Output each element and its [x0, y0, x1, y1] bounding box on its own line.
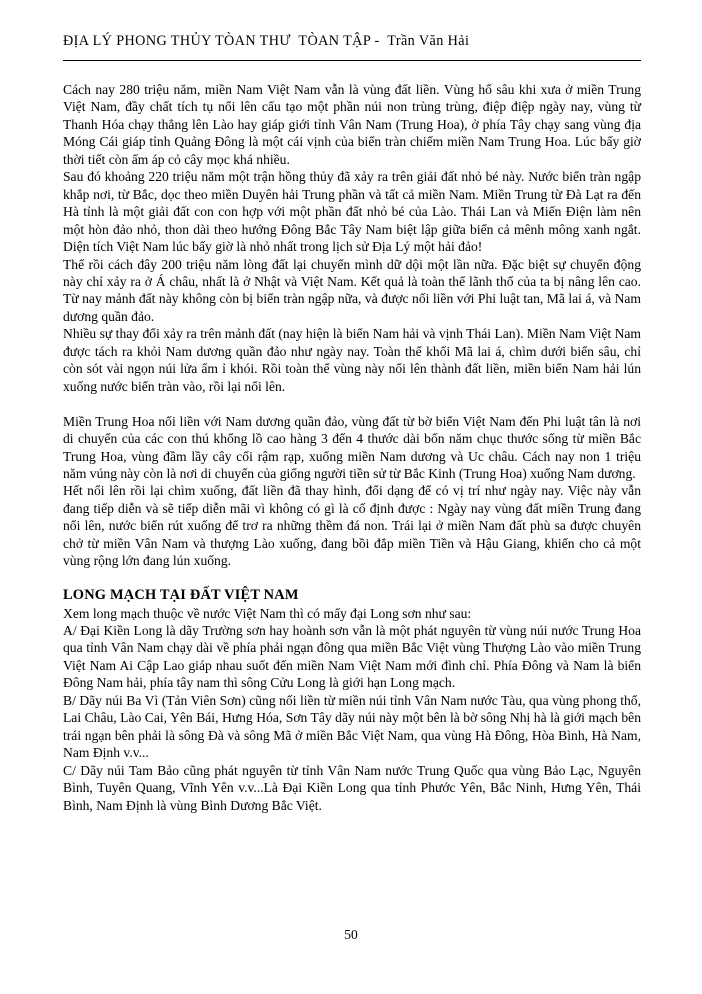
paragraph-longmach-b: B/ Dãy núi Ba Vì (Tản Viên Sơn) cũng nối liền từ miền núi tỉnh Vân Nam nước Tàu, qua vùng phong thổ, Lai Châu, Lào Cai, Yên Bái, Hưng Hóa, Sơn Tây dãy núi này một bên là bờ sông Nhị hà là giới mạch bên trái ngạn bên phải là sông Đà và sông Mã ở miền Bắc Việt Nam, qua vùng Hà Đông, Hòa Bình, Hà Nam, Nam Định v.v...	[63, 692, 641, 761]
header-divider	[63, 60, 641, 61]
section-heading-long-mach: LONG MẠCH TẠI ĐẤT VIỆT NAM	[63, 587, 299, 604]
paragraph-geology-5: Miền Trung Hoa nối liền với Nam dương quần đảo, vùng đất từ bờ biển Việt Nam đến Phi luật tân là nơi di chuyển của các con thú khổng lồ cao hàng 3 đến 4 thước dài bốn năm chục thước sống từ miền Bắc Trung Hoa, vùng đầm lầy cây cối rậm rạp, xuống miền Nam dương và Uc châu. Cách nay non 1 triệu năm vúng này còn là nơi di chuyển của giống người tiền sử từ Bắc Kinh (Trung Hoa) xuống Nam dương.	[63, 413, 641, 481]
page-number: 50	[344, 927, 358, 942]
document-body	[63, 81, 641, 814]
paragraph-longmach-intro: Xem long mạch thuộc về nước Việt Nam thì có mấy đại Long sơn như sau:	[63, 605, 472, 621]
header-title: ĐỊA LÝ PHONG THỦY TÒAN THƯ TÒAN TẬP - Trần Văn Hải	[63, 33, 470, 49]
paragraph-geology-3: Thế rồi cách đây 200 triệu năm lòng đất lại chuyển mình dữ dội một lần nữa. Đặc biệt sự chuyển động này chỉ xảy ra ở Á châu, nhất là ở Nhật và Việt Nam. Kết quả là toàn thể lãnh thổ của ta bị nâng lên cao. Từ nay mảnh đất này không còn bị biển tràn ngập nữa, và được nối liền với Phi luật tan, Mã lai á, và Nam dương quần đảo.	[63, 256, 641, 324]
paragraph-geology-6: Hết nổi lên rồi lại chìm xuống, đất liền đã thay hình, đổi dạng để có vị trí như ngày nay. Việc này vẫn đang tiếp diễn và sẽ tiếp diễn mãi vì không có gì là cố định được : Ngày nay vùng đất miền Trung đang nổi lên, nước biển rút xuống để trơ ra những thềm đá non. Trái lại ở miền Nam đất phù sa được chuyên chở từ miền Vân Nam và thượng Lào xuống, đang bồi đắp miền Tiền và Hậu Giang, khiến cho cả một vùng rộng lớn đang lún xuống.	[63, 483, 641, 569]
paragraph-longmach-a: A/ Đại Kiền Long là dãy Trường sơn hay hoành sơn vẫn là một phát nguyên từ vùng núi nước Trung Hoa qua tỉnh Vân Nam chạy dài về phía phải ngạn đông qua miền Bắc Việt vùng Thượng Lào vào miền Trung Việt Nam Ai Cập Lao giáp nhau suốt đến miền Nam Việt Nam mới đình chỉ. Phía Đông và Nam là biển Đông Nam hải, phía tây nam thì sông Cửu Long là giới hạn Long mạch.	[63, 623, 641, 691]
paragraph-geology-1: Cách nay 280 triệu năm, miền Nam Việt Nam vẫn là vùng đất liền. Vùng hố sâu khi xưa ở miền Trung Việt Nam, đầy chất tích tụ nổi lên cấu tạo một phần núi non trùng trùng, điệp điệp ngày nay, vùng từ Thanh Hóa chạy thẳng lên Lào hay giáp giới tỉnh Vân Nam (Trung Hoa), ở phía Tây chạy sang vùng địa Móng Cái giáp tỉnh Quảng Đông là một cái vịnh của biển tràn chiếm miền Nam Trung Hoa. Lúc bấy giờ thời tiết còn ấm áp cỏ cây mọc khá nhiều.	[63, 82, 641, 167]
page-footer	[0, 927, 702, 943]
paragraph-longmach-c: C/ Dãy núi Tam Bảo cũng phát nguyên từ tỉnh Vân Nam nước Trung Quốc qua vùng Bảo Lạc, Nguyên Bình, Tuyên Quang, Vĩnh Yên v.v...Là Đại Kiền Long qua tỉnh Phước Yên, Bắc Ninh, Hưng Yên, Thái Bình, Nam Định là vùng Bình Dương Bắc Việt.	[63, 762, 641, 813]
paragraph-geology-2: Sau đó khoảng 220 triệu năm một trận hồng thủy đã xảy ra trên giải đất nhỏ bé này. Nước biển tràn ngập khắp nơi, từ Bắc, dọc theo miền Duyên hải Trung phần và tất cả miền Nam. Miền Trung từ Đà Lạt ra đến Hà tỉnh là một giải đất con con hợp với một phần đất nhỏ bé của Lào. Thái Lan và Miến Điện làm nên một hòn đảo nhỏ, thon dài theo hướng Đông Bắc Tây Nam biệt lập giữa biển cả mênh mông xanh ngắt. Diện tích Việt Nam lúc bấy giờ là nhỏ nhất trong lịch sử Địa Lý một hải đảo!	[63, 169, 641, 255]
paragraph-geology-4: Nhiều sự thay đổi xảy ra trên mảnh đất (nay hiện là biển Nam hải và vịnh Thái Lan). Miền Nam Việt Nam được tách ra khỏi Nam dương quần đảo như ngày nay. Toàn thể khối Mã lai á, chìm dưới biển sâu, chỉ còn sót vài ngọn núi lửa ẩm ỉ khói. Rồi toàn thể vùng này nổi lên thành đất liền, miền biển Nam hải lún xuống nước biển tràn vào, rồi lại nổi lên.	[63, 326, 641, 394]
